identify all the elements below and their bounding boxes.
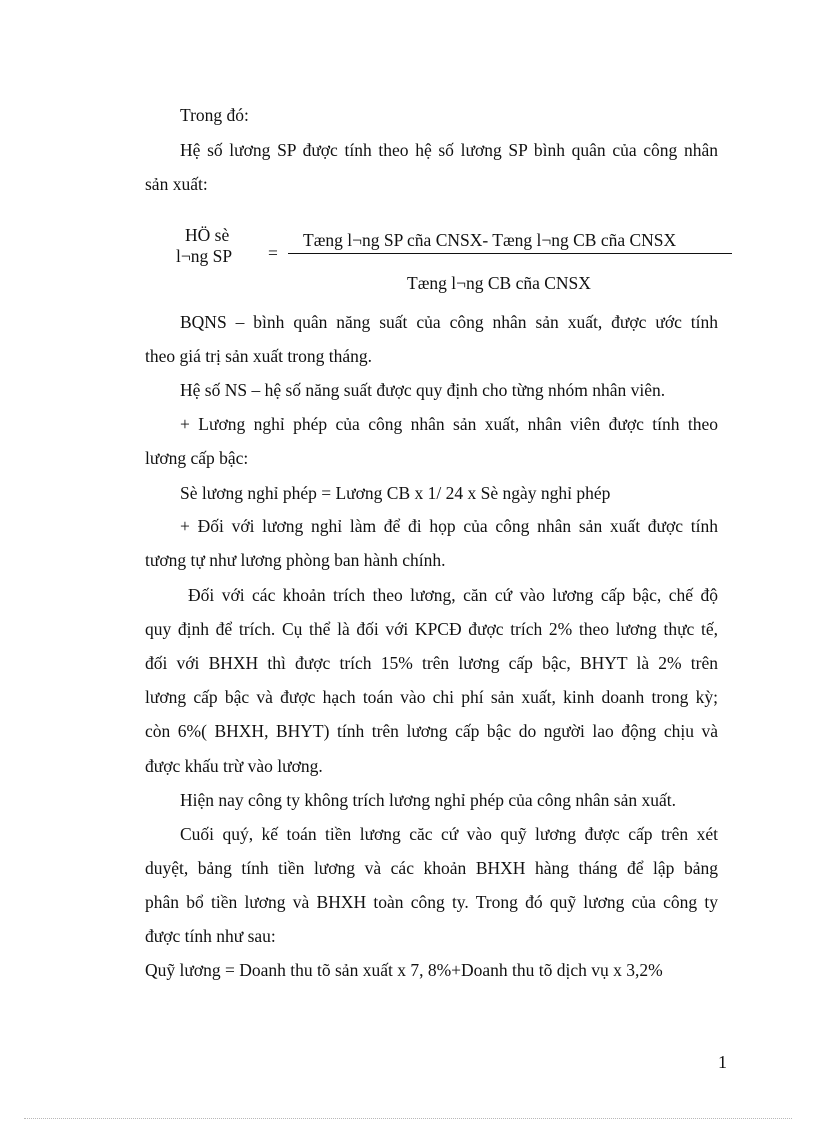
intro-text: Trong đó: [180, 105, 249, 125]
paragraph-line: phân bổ tiền lương và BHXH toàn công ty. Trong đó quỹ lương của công ty [145, 892, 718, 912]
paragraph-line: được khấu trừ vào lương. [145, 756, 323, 776]
formula-equals: = [268, 243, 278, 263]
page-bottom-divider [24, 1118, 792, 1119]
paragraph-line: theo giá trị sản xuất trong tháng. [145, 346, 372, 366]
paragraph-line: đối với BHXH thì được trích 15% trên lương cấp bậc, BHYT là 2% trên [145, 653, 718, 673]
paragraph-line: Hiện nay công ty không trích lương nghỉ phép của công nhân sản xuất. [180, 790, 676, 810]
formula-denominator: Tæng l¬ng CB cña CNSX [407, 273, 591, 293]
fraction-bar [288, 253, 732, 254]
paragraph-line: được tính như sau: [145, 926, 276, 946]
page-number: 1 [718, 1052, 727, 1072]
paragraph-line: sản xuất: [145, 174, 208, 194]
paragraph-line: lương cấp bậc và được hạch toán vào chi phí sản xuất, kinh doanh trong kỳ; [145, 687, 718, 707]
formula-lhs-line1: HÖ sè [185, 225, 230, 245]
formula-line: Quỹ lương = Doanh thu tõ sản xuất x 7, 8%+Doanh thu tõ dịch vụ x 3,2% [145, 960, 663, 980]
formula-lhs-line2: l¬ng SP [176, 246, 233, 266]
paragraph-line: tương tự như lương phòng ban hành chính. [145, 550, 446, 570]
paragraph-line: Sè lương nghỉ phép = Lương CB x 1/ 24 x Sè ngày nghỉ phép [180, 483, 611, 503]
paragraph-line: còn 6%( BHXH, BHYT) tính trên lương cấp bậc do người lao động chịu và [145, 721, 718, 741]
paragraph-line: + Đối với lương nghỉ làm để đi họp của công nhân sản xuất được tính [180, 516, 718, 536]
paragraph-line: Đối với các khoản trích theo lương, căn cứ vào lương cấp bậc, chế độ [188, 585, 718, 605]
paragraph-line: BQNS – bình quân năng suất của công nhân sản xuất, được ước tính [180, 312, 718, 332]
paragraph-line: duyệt, bảng tính tiền lương và các khoản BHXH hàng tháng để lập bảng [145, 858, 718, 878]
paragraph-line: Hệ số lương SP được tính theo hệ số lương SP bình quân của công nhân [180, 140, 718, 160]
formula-numerator: Tæng l¬ng SP cña CNSX- Tæng l¬ng CB cña CNSX [303, 230, 677, 250]
paragraph-line: Hệ số NS – hệ số năng suất được quy định cho từng nhóm nhân viên. [180, 380, 666, 400]
paragraph-line: + Lương nghỉ phép của công nhân sản xuất, nhân viên được tính theo [180, 414, 718, 434]
paragraph-line: quy định để trích. Cụ thể là đối với KPCĐ được trích 2% theo lương thực tế, [145, 619, 718, 639]
paragraph-line: lương cấp bậc: [145, 448, 249, 468]
paragraph-line: Cuối quý, kế toán tiền lương căc cứ vào quỹ lương được cấp trên xét [180, 824, 718, 844]
